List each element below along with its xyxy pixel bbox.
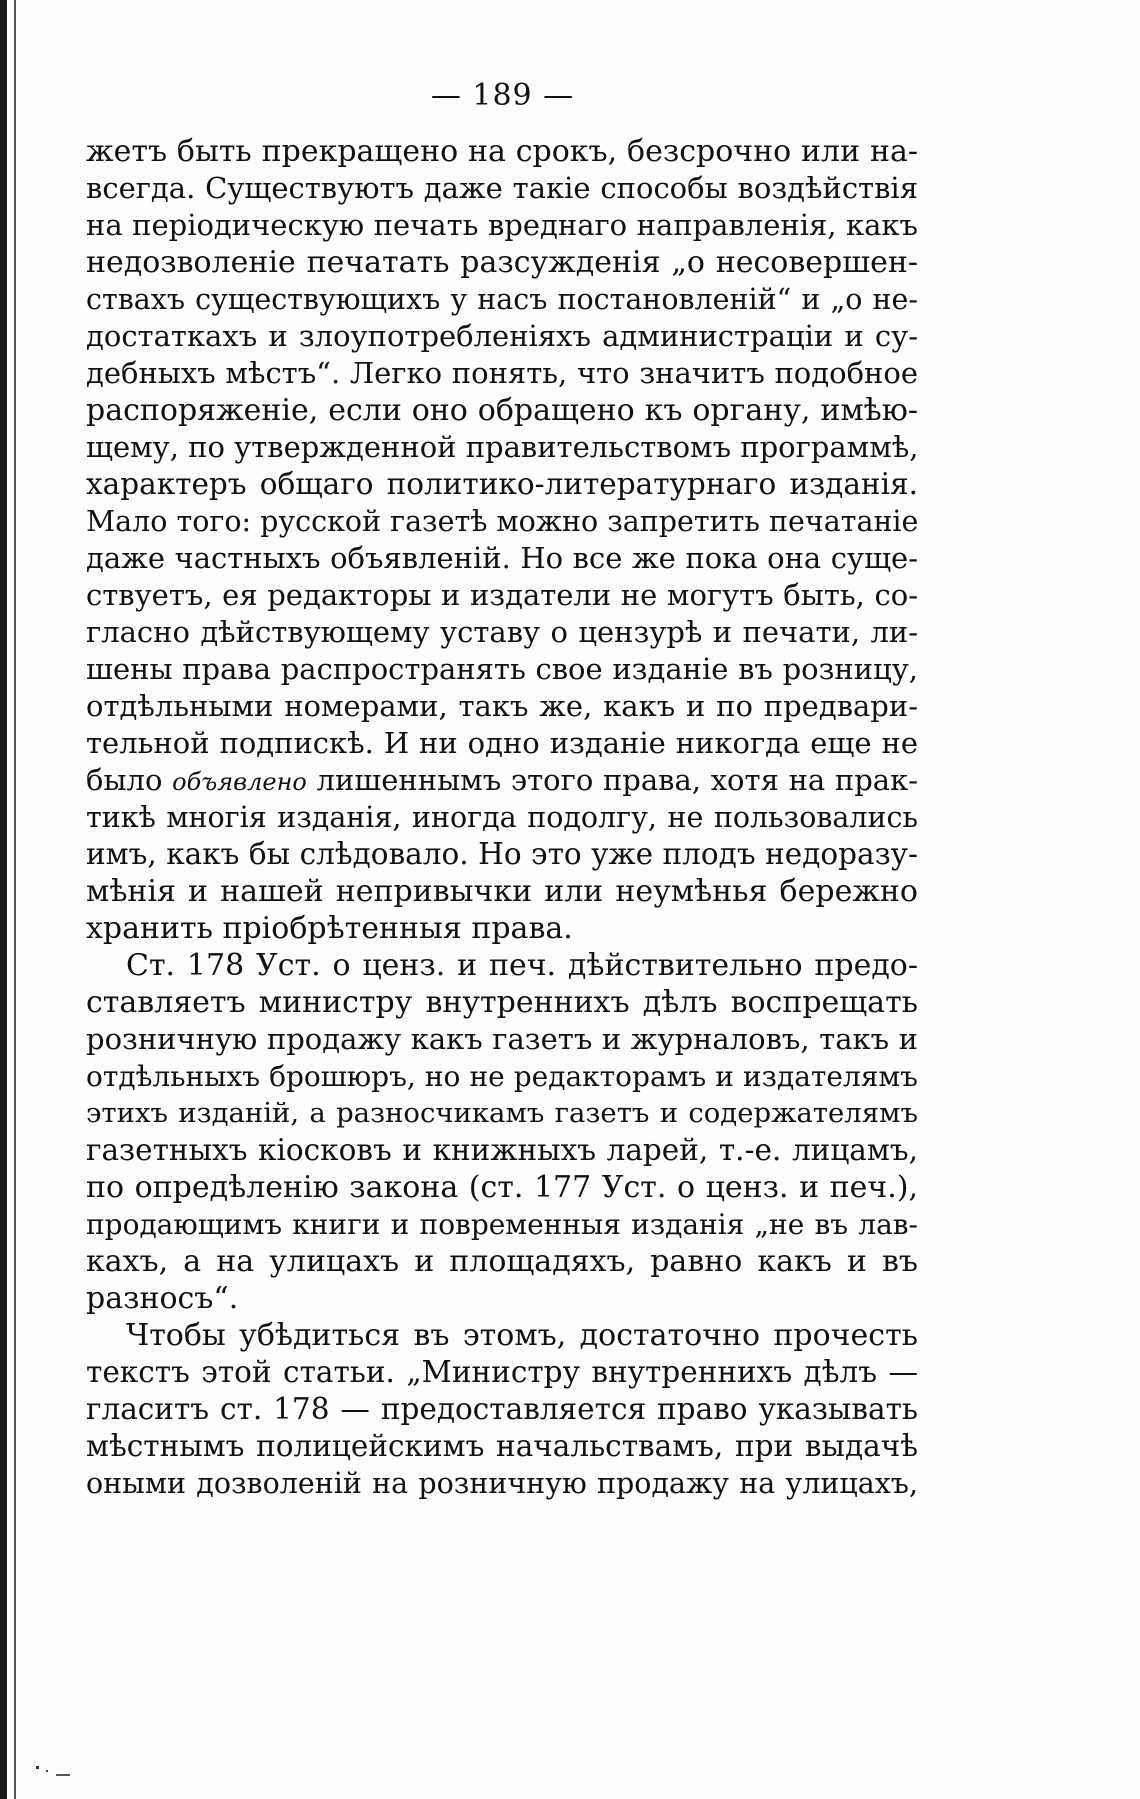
text-line: мѣнія и нашей непривычки или неумѣнья бережно bbox=[86, 874, 918, 909]
text-line: отдѣльными номерами, такъ же, какъ и по предвари- bbox=[86, 689, 918, 723]
text-line: текстъ этой статьи. „Министру внутреннихъ дѣлъ — bbox=[86, 1355, 918, 1389]
text-line: даже частныхъ объявленій. Но все же пока она суще- bbox=[86, 541, 918, 575]
text-segment: лишеннымъ этого права, хотя на прак- bbox=[306, 763, 918, 797]
text-line: кахъ, а на улицахъ и площадяхъ, равно какъ и въ bbox=[86, 1244, 918, 1279]
text-line: распоряженіе, если оно обращено къ органу, имѣю- bbox=[86, 393, 918, 428]
text-line: продающимъ книги и повременныя изданія „не въ лав- bbox=[86, 1208, 918, 1241]
text-line: имъ, какъ бы слѣдовало. Но это уже плодъ недоразу- bbox=[86, 837, 918, 871]
emphasized-word: объявлено bbox=[172, 768, 307, 796]
body-text bbox=[86, 133, 918, 1502]
text-line: розничную продажу какъ газетъ и журналовъ, такъ и bbox=[86, 1022, 918, 1056]
text-line: тикѣ многія изданія, иногда подолгу, не пользовались bbox=[86, 801, 918, 834]
page-number: — 189 — bbox=[430, 78, 575, 113]
text-line: газетныхъ кіосковъ и книжныхъ ларей, т.-е. лицамъ, bbox=[86, 1133, 918, 1167]
text-line: ставляетъ министру внутреннихъ дѣлъ воспрещать bbox=[86, 985, 918, 1020]
page-binding-edge bbox=[0, 0, 7, 1799]
text-line: гласно дѣйствующему уставу о цензурѣ и печати, ли- bbox=[86, 615, 918, 649]
scan-specks bbox=[34, 1760, 74, 1780]
text-line: всегда. Существуютъ даже такіе способы воздѣйствія bbox=[86, 171, 918, 205]
text-line: жетъ быть прекращено на срокъ, безсрочно или на- bbox=[86, 134, 918, 169]
text-line: недозволеніе печатать разсужденія „о несовершен- bbox=[86, 245, 918, 280]
text-segment: было bbox=[86, 763, 173, 797]
text-line: по опредѣленію закона (ст. 177 Уст. о ценз. и печ.), bbox=[86, 1170, 918, 1205]
text-line: разносъ“. bbox=[86, 1281, 239, 1316]
text-line: достаткахъ и злоупотребленіяхъ администраціи и су- bbox=[86, 319, 918, 353]
text-line: тельной подпискѣ. И ни одно изданіе никогда еще не bbox=[86, 726, 918, 760]
text-line: этихъ изданій, а разносчикамъ газетъ и содержателямъ bbox=[86, 1097, 918, 1129]
text-line: Ст. 178 Уст. о ценз. и печ. дѣйствительно предо- bbox=[126, 948, 918, 983]
text-line: отдѣльныхъ брошюръ, но не редакторамъ и издателямъ bbox=[86, 1060, 918, 1093]
text-line: оными дозволеній на розничную продажу на улицахъ, bbox=[86, 1467, 918, 1500]
text-line: характеръ общаго политико-литературнаго изданія. bbox=[86, 467, 918, 501]
text-line: хранить пріобрѣтенныя права. bbox=[86, 911, 573, 946]
text-line: Чтобы убѣдиться въ этомъ, достаточно прочесть bbox=[126, 1318, 918, 1353]
text-line: шены права распространять свое изданіе въ розницу, bbox=[86, 652, 918, 686]
text-line: ствахъ существующихъ у насъ постановленій“ и „о не- bbox=[86, 283, 918, 316]
text-line: дебныхъ мѣстъ“. Легко понять, что значитъ подобное bbox=[86, 356, 918, 390]
text-line: щему, по утвержденной правительствомъ программѣ, bbox=[86, 430, 918, 464]
text-line: гласитъ ст. 178 — предоставляется право указывать bbox=[86, 1392, 918, 1426]
text-line: Мало того: русской газетѣ можно запретить печатаніе bbox=[86, 505, 918, 538]
text-line: ствуетъ, ея редакторы и издатели не могутъ быть, со- bbox=[86, 578, 918, 612]
text-line bbox=[86, 762, 918, 799]
page-binding-shadow bbox=[14, 0, 16, 1799]
text-line: на періодическую печать вреднаго направленія, какъ bbox=[86, 208, 918, 242]
text-line: мѣстнымъ полицейскимъ начальствамъ, при выдачѣ bbox=[86, 1429, 918, 1463]
